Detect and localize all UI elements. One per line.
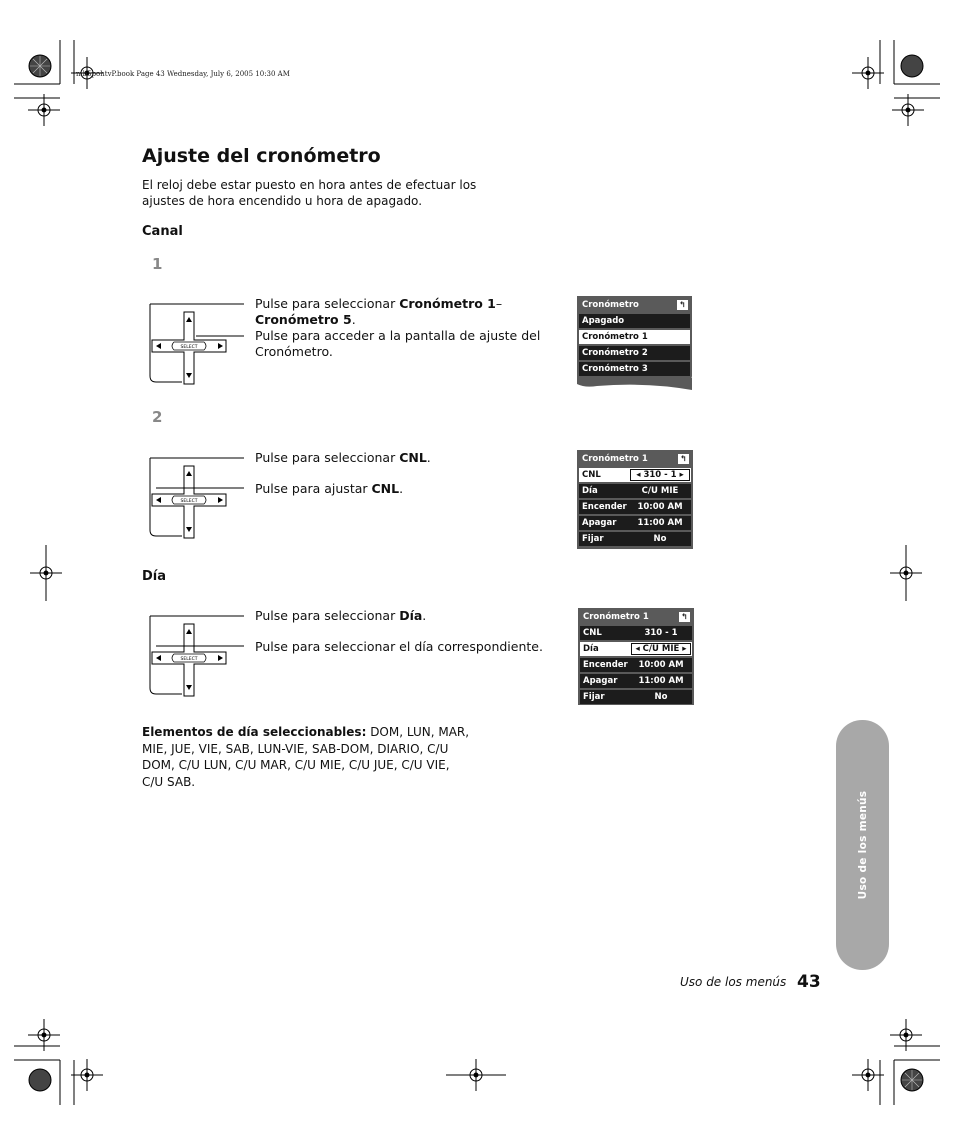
select-label: SELECT [180, 499, 198, 504]
osd-row-fijar[interactable]: Fijar No [579, 532, 691, 546]
osd-item[interactable]: Cronómetro 2 [579, 346, 690, 360]
dia-instruction-2: Pulse para seleccionar el día correspondiente. [255, 639, 543, 654]
osd-item-selected[interactable]: Cronómetro 1 [579, 330, 690, 344]
footer-section-name: Uso de los menús [680, 975, 787, 989]
dia-value-spinner[interactable]: ◂ C/U MIE ▸ [631, 643, 691, 655]
page-number: 43 [797, 972, 821, 992]
selectable-day-elements: Elementos de día seleccionables: DOM, LUN, MAR, MIE, JUE, VIE, SAB, LUN-VIE, SAB-DOM, DIARIO, C/U DOM, C/U LUN, C/U MAR, C/U MIE, C/U JUE, C/U VIE, C/U SAB. [142, 725, 470, 789]
cnl-value-spinner[interactable]: ◂ 310 - 1 ▸ [630, 469, 690, 481]
step2-instruction-1: Pulse para seleccionar CNL. [255, 450, 431, 465]
osd-item[interactable]: Cronómetro 3 [579, 362, 690, 376]
osd-timer-menu [577, 296, 692, 380]
side-section-tab [836, 720, 889, 970]
osd-row-fijar[interactable]: Fijar No [580, 690, 692, 704]
print-header: mb5pohtvP.book Page 43 Wednesday, July 6, 2005 10:30 AM [76, 70, 290, 78]
dia-instruction-1: Pulse para seleccionar Día. [255, 608, 427, 623]
remote-dpad-diagram-1 [146, 296, 246, 386]
osd-row-dia[interactable]: Día C/U MIE [579, 484, 691, 498]
osd-item[interactable]: Apagado [579, 314, 690, 328]
osd-timer1-cnl [577, 450, 693, 549]
osd-torn-edge [577, 378, 693, 394]
remote-dpad-diagram-3 [146, 608, 246, 698]
step-number-1: 1 [152, 255, 163, 273]
osd-row-apagar[interactable]: Apagar 11:00 AM [579, 516, 691, 530]
osd-title: Cronómetro 1 [582, 454, 648, 464]
intro-text: El reloj debe estar puesto en hora antes de efectuar los ajustes de hora encendido u hora de apagado. [142, 178, 477, 208]
section-heading-canal: Canal [142, 224, 183, 239]
section-heading-dia: Día [142, 569, 167, 584]
back-arrow-icon: ↰ [677, 300, 688, 310]
page-title: Ajuste del cronómetro [142, 145, 381, 167]
osd-title: Cronómetro 1 [583, 612, 649, 622]
osd-title: Cronómetro [582, 300, 639, 310]
step-number-2: 2 [152, 408, 163, 426]
osd-row-encender[interactable]: Encender 10:00 AM [579, 500, 691, 514]
back-arrow-icon: ↰ [679, 612, 690, 622]
osd-row-cnl[interactable]: CNL 310 - 1 [580, 626, 692, 640]
select-label: SELECT [180, 657, 198, 662]
side-tab-label: Uso de los menús [856, 790, 869, 900]
back-arrow-icon: ↰ [678, 454, 689, 464]
osd-row-apagar[interactable]: Apagar 11:00 AM [580, 674, 692, 688]
osd-row-encender[interactable]: Encender 10:00 AM [580, 658, 692, 672]
remote-dpad-diagram-2 [146, 450, 246, 540]
osd-row-dia[interactable]: Día ◂ C/U MIE ▸ [580, 642, 692, 656]
step2-instruction-2: Pulse para ajustar CNL. [255, 481, 404, 496]
step1-instructions: Pulse para seleccionar Cronómetro 1– Cronómetro 5. Pulse para acceder a la pantalla de ajuste del Cronómetro. [255, 296, 541, 359]
select-label: SELECT [180, 345, 198, 350]
osd-row-cnl[interactable]: CNL ◂ 310 - 1 ▸ [579, 468, 691, 482]
osd-timer1-dia [578, 608, 694, 705]
